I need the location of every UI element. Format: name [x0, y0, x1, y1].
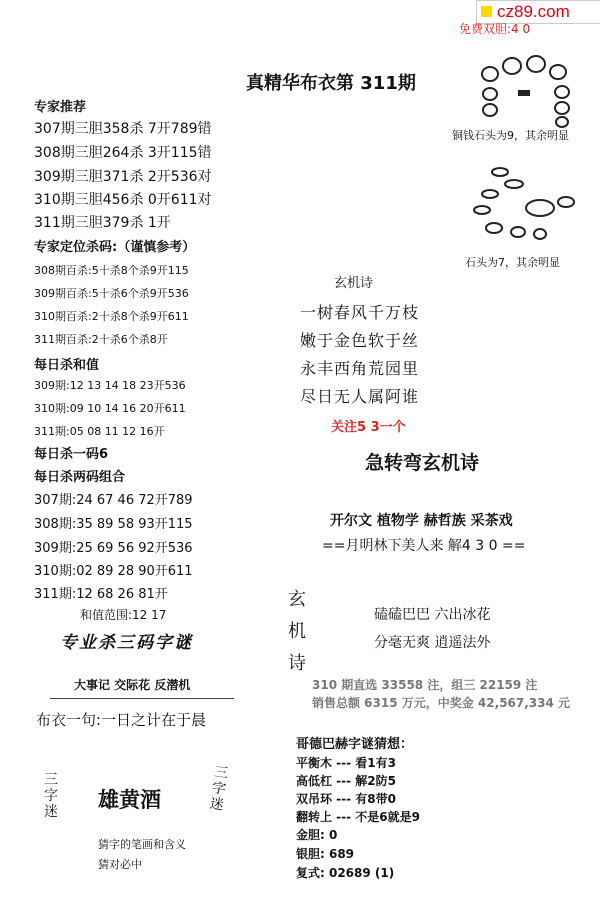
godel-line: 双吊环 --- 有8带0: [296, 792, 396, 806]
coins-caption: 铜钱石头为9，其余明显: [452, 129, 569, 142]
sales-line: 310 期直选 33558 注，组三 22159 注: [312, 678, 538, 692]
free-tip: 免费双胆:4 0: [459, 22, 531, 36]
page-title: 真精华布衣第 311期: [246, 73, 416, 94]
sales-line: 销售总额 6315 万元，中奖金 42,567,334 元: [312, 696, 571, 710]
poem-line: 嫩于金色软于丝: [300, 331, 420, 350]
poem-line: 一树春风千万枝: [300, 303, 420, 322]
expert-line: 309期三胆371杀 2开536对: [34, 169, 212, 185]
logo-square-icon: [481, 6, 492, 17]
position-kill-line: 309期百杀:5十杀6个杀9开536: [34, 287, 189, 300]
stones-illustration: [470, 162, 580, 248]
expert-line: 311期三胆379杀 1开: [34, 215, 171, 231]
godel-line: 平衡木 --- 看1有3: [296, 756, 396, 770]
poem-line: 永丰西角荒园里: [300, 359, 420, 378]
riddle-hint: 猜对必中: [98, 858, 142, 871]
daily-two-line: 307期:24 67 46 72开789: [34, 493, 193, 508]
coins-illustration: [478, 52, 578, 128]
poem-line: 尽日无人属阿谁: [300, 387, 420, 406]
stones-caption: 石头为7，其余明显: [465, 256, 560, 269]
daily-one-kill: 每日杀一码6: [34, 447, 109, 462]
focus-tip: 关注5 3一个: [331, 420, 406, 435]
moon-line: ==月明林下美人来 解4 3 0 ==: [322, 538, 526, 554]
position-kill-heading: 专家定位杀码:（谨慎参考）: [34, 240, 196, 255]
combo-pick: 复式: 02689 (1): [296, 866, 395, 880]
riddle-left-label: 三字迷: [44, 772, 58, 820]
pro-kill-title: 专业杀三码字谜: [60, 633, 193, 653]
sum-range: 和值范围:12 17: [80, 608, 167, 622]
daily-two-line: 308期:35 89 58 93开115: [34, 517, 193, 532]
xuanji2-line: 分毫无爽 逍遥法外: [374, 635, 491, 651]
logo-text: cz89.com: [497, 2, 570, 21]
expert-line: 310期三胆456杀 0开611对: [34, 192, 212, 208]
xuanji2-line: 磕磕巴巴 六出冰花: [374, 607, 491, 623]
daily-two-line: 309期:25 69 56 92开536: [34, 541, 193, 556]
gold-dan: 金胆: 0: [296, 828, 338, 842]
riddle-hint: 猜字的笔画和含义: [98, 838, 186, 851]
daily-sum-heading: 每日杀和值: [34, 358, 100, 373]
riddle-words: 开尔文 植物学 赫哲族 采茶戏: [330, 513, 513, 529]
events-line: 大事记 交际花 反潜机: [74, 678, 191, 692]
daily-two-line: 310期:02 89 28 90开611: [34, 564, 193, 579]
xuanji-vertical-label: 玄机诗: [288, 589, 306, 674]
poem-heading: 玄机诗: [334, 276, 374, 291]
silver-dan: 银胆: 689: [296, 847, 355, 861]
riddle-answer: 雄黄酒: [98, 788, 161, 812]
daily-two-line: 311期:12 68 26 81开: [34, 587, 168, 602]
expert-heading: 专家推荐: [34, 100, 87, 115]
daily-sum-line: 311期:05 08 11 12 16开: [34, 425, 165, 438]
position-kill-line: 308期百杀:5十杀8个杀9开115: [34, 264, 189, 277]
godel-line: 高低杠 --- 解2防5: [296, 774, 396, 788]
expert-line: 307期三胆358杀 7开789错: [34, 121, 212, 137]
godel-line: 翻转上 --- 不是6就是9: [296, 810, 420, 824]
position-kill-line: 311期百杀:2十杀6个杀8开: [34, 333, 168, 346]
daily-sum-line: 310期:09 10 14 16 20开611: [34, 402, 186, 415]
jizhuan-title: 急转弯玄机诗: [365, 452, 480, 474]
position-kill-line: 310期百杀:2十杀8个杀9开611: [34, 310, 189, 323]
riddle-right-label: 三字迷: [208, 764, 230, 814]
godel-heading: 哥德巴赫字谜猜想：: [296, 737, 414, 752]
divider: [50, 698, 234, 699]
expert-line: 308期三胆264杀 3开115错: [34, 145, 212, 161]
buyi-sentence: 布衣一句:一日之计在于晨: [36, 711, 207, 729]
daily-two-heading: 每日杀两码组合: [34, 470, 126, 485]
daily-sum-line: 309期:12 13 14 18 23开536: [34, 379, 186, 392]
